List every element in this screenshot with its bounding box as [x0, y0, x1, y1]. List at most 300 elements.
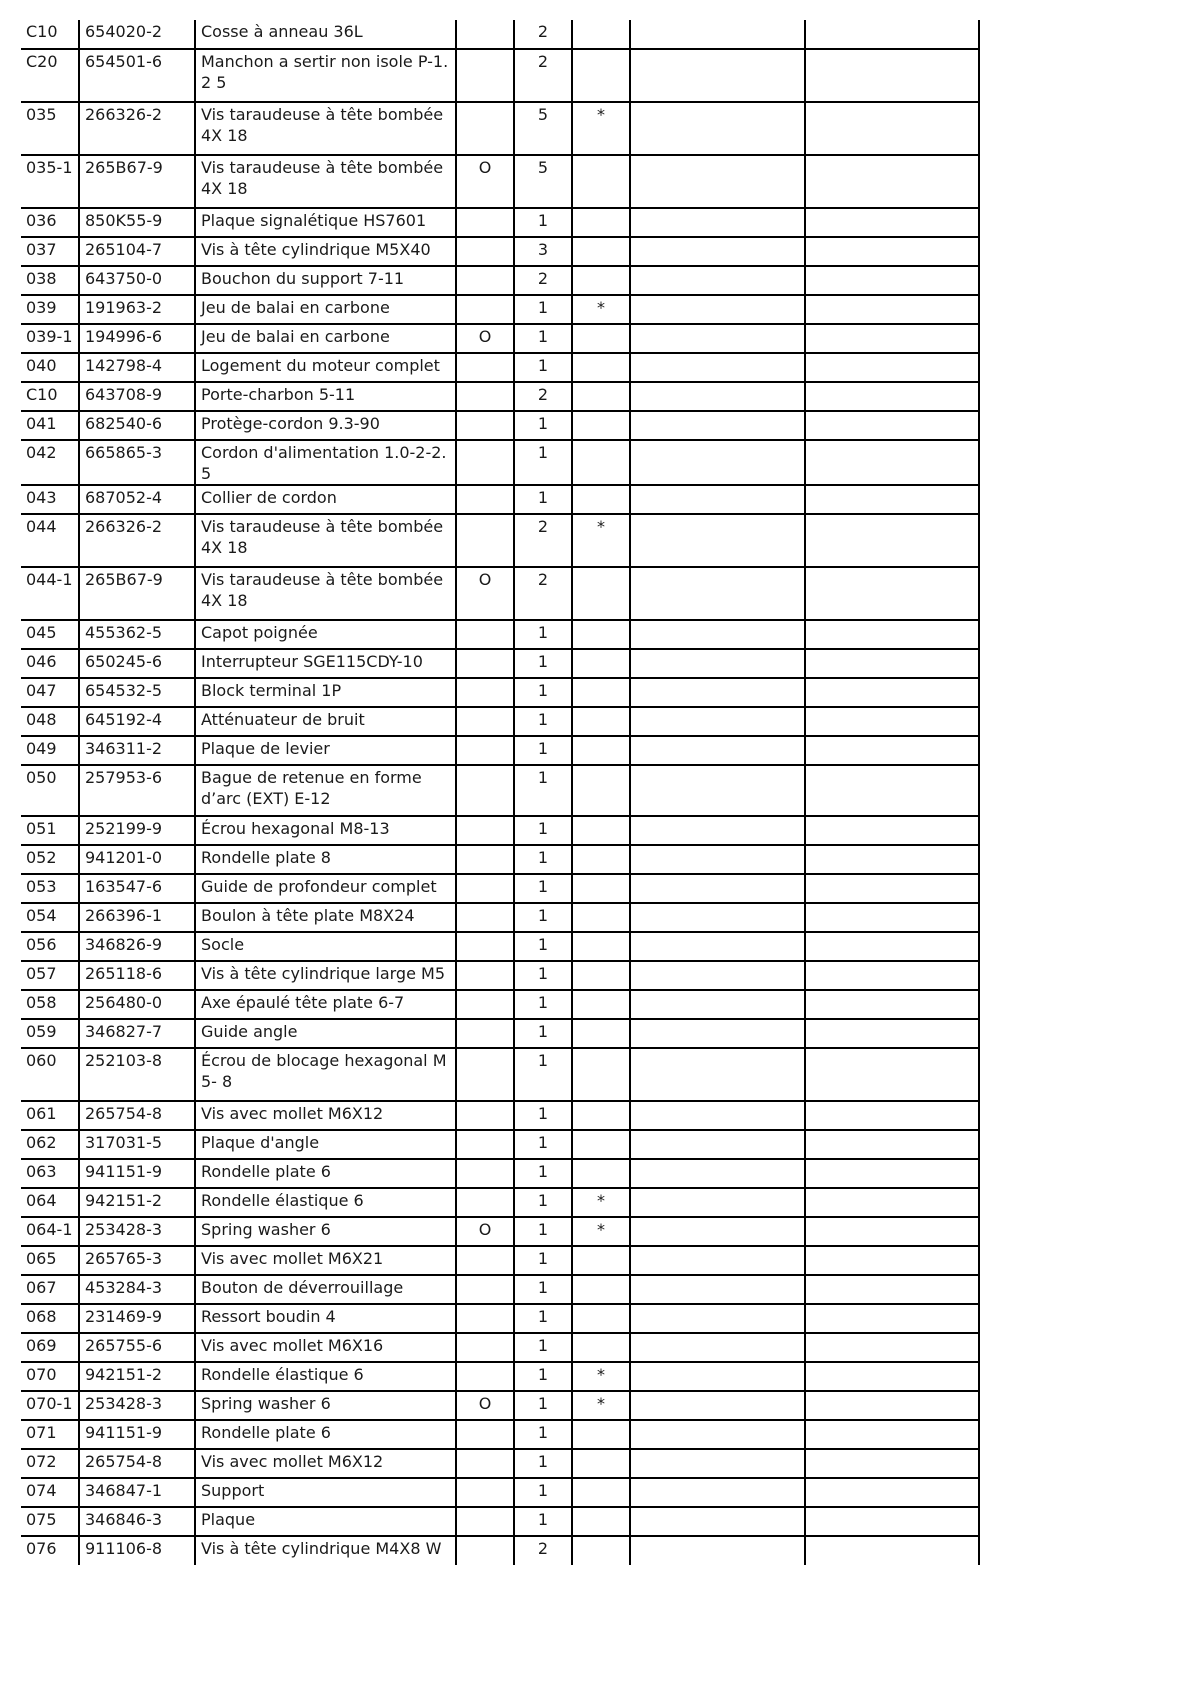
item-number-cell: 054 [21, 903, 79, 932]
table-row [21, 1507, 979, 1536]
quantity-cell: 1 [514, 1449, 572, 1478]
blank-cell [805, 411, 979, 440]
description-cell: Jeu de balai en carbone [195, 295, 456, 324]
item-number-cell: C20 [21, 49, 79, 102]
item-number-cell: 043 [21, 485, 79, 514]
quantity-cell: 2 [514, 49, 572, 102]
quantity-cell: 1 [514, 1478, 572, 1507]
quantity-cell: 1 [514, 707, 572, 736]
note-marker-cell [572, 1101, 630, 1130]
part-number-cell: 191963-2 [79, 295, 195, 324]
blank-cell [805, 961, 979, 990]
option-marker-cell: O [456, 567, 514, 620]
table-row [21, 155, 979, 208]
option-marker-cell [456, 1420, 514, 1449]
item-number-cell: 074 [21, 1478, 79, 1507]
table-row [21, 1246, 979, 1275]
option-marker-cell [456, 1333, 514, 1362]
table-row [21, 295, 979, 324]
description-cell: Vis taraudeuse à tête bombée 4X 18 [195, 567, 456, 620]
note-marker-cell [572, 1507, 630, 1536]
item-number-cell: 057 [21, 961, 79, 990]
option-marker-cell [456, 961, 514, 990]
option-marker-cell [456, 1130, 514, 1159]
quantity-cell: 1 [514, 1362, 572, 1391]
part-number-cell: 265B67-9 [79, 155, 195, 208]
part-number-cell: 455362-5 [79, 620, 195, 649]
part-number-cell: 253428-3 [79, 1391, 195, 1420]
table-row [21, 874, 979, 903]
part-number-cell: 194996-6 [79, 324, 195, 353]
blank-cell [805, 237, 979, 266]
note-marker-cell [572, 678, 630, 707]
note-marker-cell: * [572, 102, 630, 155]
description-cell: Bague de retenue en forme d’arc (EXT) E-12 [195, 765, 456, 816]
description-cell: Capot poignée [195, 620, 456, 649]
description-cell: Socle [195, 932, 456, 961]
table-row [21, 1048, 979, 1101]
table-row [21, 324, 979, 353]
blank-cell [805, 1101, 979, 1130]
quantity-cell: 1 [514, 324, 572, 353]
part-number-cell: 266326-2 [79, 514, 195, 567]
table-row [21, 266, 979, 295]
note-marker-cell [572, 736, 630, 765]
blank-cell [805, 266, 979, 295]
blank-cell [805, 1304, 979, 1333]
description-cell: Logement du moteur complet [195, 353, 456, 382]
description-cell: Plaque signalétique HS7601 [195, 208, 456, 237]
part-number-cell: 346827-7 [79, 1019, 195, 1048]
quantity-cell: 2 [514, 20, 572, 49]
note-marker-cell [572, 1019, 630, 1048]
note-marker-cell [572, 1536, 630, 1565]
description-cell: Vis à tête cylindrique large M5 [195, 961, 456, 990]
option-marker-cell [456, 353, 514, 382]
table-row [21, 845, 979, 874]
item-number-cell: 050 [21, 765, 79, 816]
item-number-cell: 060 [21, 1048, 79, 1101]
part-number-cell: 687052-4 [79, 485, 195, 514]
table-row [21, 1478, 979, 1507]
item-number-cell: 070 [21, 1362, 79, 1391]
note-marker-cell [572, 440, 630, 485]
blank-cell [805, 765, 979, 816]
option-marker-cell [456, 990, 514, 1019]
quantity-cell: 1 [514, 1275, 572, 1304]
table-row [21, 961, 979, 990]
note-marker-cell [572, 1304, 630, 1333]
description-cell: Plaque [195, 1507, 456, 1536]
description-cell: Bouton de déverrouillage [195, 1275, 456, 1304]
note-marker-cell [572, 208, 630, 237]
item-number-cell: 035-1 [21, 155, 79, 208]
description-cell: Vis avec mollet M6X16 [195, 1333, 456, 1362]
blank-cell [805, 20, 979, 49]
quantity-cell: 1 [514, 874, 572, 903]
blank-cell [805, 845, 979, 874]
item-number-cell: 039 [21, 295, 79, 324]
quantity-cell: 2 [514, 514, 572, 567]
part-number-cell: 654020-2 [79, 20, 195, 49]
quantity-cell: 1 [514, 1391, 572, 1420]
blank-cell [630, 678, 805, 707]
blank-cell [805, 1362, 979, 1391]
quantity-cell: 5 [514, 102, 572, 155]
note-marker-cell [572, 1275, 630, 1304]
part-number-cell: 942151-2 [79, 1188, 195, 1217]
description-cell: Boulon à tête plate M8X24 [195, 903, 456, 932]
quantity-cell: 1 [514, 1217, 572, 1246]
blank-cell [805, 485, 979, 514]
blank-cell [630, 1449, 805, 1478]
item-number-cell: 061 [21, 1101, 79, 1130]
blank-cell [630, 1333, 805, 1362]
table-row [21, 1391, 979, 1420]
quantity-cell: 1 [514, 1048, 572, 1101]
blank-cell [805, 1246, 979, 1275]
description-cell: Vis avec mollet M6X12 [195, 1101, 456, 1130]
blank-cell [805, 1130, 979, 1159]
option-marker-cell [456, 765, 514, 816]
part-number-cell: 265118-6 [79, 961, 195, 990]
item-number-cell: 048 [21, 707, 79, 736]
blank-cell [630, 1048, 805, 1101]
note-marker-cell [572, 707, 630, 736]
item-number-cell: 052 [21, 845, 79, 874]
blank-cell [805, 1048, 979, 1101]
description-cell: Écrou hexagonal M8-13 [195, 816, 456, 845]
quantity-cell: 1 [514, 1304, 572, 1333]
item-number-cell: 047 [21, 678, 79, 707]
item-number-cell: 059 [21, 1019, 79, 1048]
option-marker-cell [456, 649, 514, 678]
blank-cell [805, 49, 979, 102]
item-number-cell: 045 [21, 620, 79, 649]
table-row [21, 1101, 979, 1130]
blank-cell [805, 1420, 979, 1449]
option-marker-cell: O [456, 324, 514, 353]
note-marker-cell [572, 961, 630, 990]
description-cell: Plaque d'angle [195, 1130, 456, 1159]
option-marker-cell [456, 1507, 514, 1536]
table-row [21, 49, 979, 102]
note-marker-cell [572, 1048, 630, 1101]
description-cell: Ressort boudin 4 [195, 1304, 456, 1333]
table-row [21, 1130, 979, 1159]
option-marker-cell [456, 514, 514, 567]
parts-table [21, 20, 980, 1565]
note-marker-cell [572, 155, 630, 208]
blank-cell [805, 208, 979, 237]
blank-cell [630, 485, 805, 514]
note-marker-cell: * [572, 1188, 630, 1217]
blank-cell [630, 874, 805, 903]
blank-cell [630, 1246, 805, 1275]
part-number-cell: 346311-2 [79, 736, 195, 765]
item-number-cell: 070-1 [21, 1391, 79, 1420]
note-marker-cell [572, 237, 630, 266]
blank-cell [630, 353, 805, 382]
description-cell: Rondelle plate 8 [195, 845, 456, 874]
item-number-cell: 046 [21, 649, 79, 678]
description-cell: Vis avec mollet M6X12 [195, 1449, 456, 1478]
part-number-cell: 645192-4 [79, 707, 195, 736]
part-number-cell: 266396-1 [79, 903, 195, 932]
part-number-cell: 650245-6 [79, 649, 195, 678]
option-marker-cell [456, 816, 514, 845]
quantity-cell: 1 [514, 845, 572, 874]
table-row [21, 932, 979, 961]
note-marker-cell [572, 990, 630, 1019]
note-marker-cell [572, 903, 630, 932]
blank-cell [630, 1217, 805, 1246]
description-cell: Cordon d'alimentation 1.0-2-2.5 [195, 440, 456, 485]
item-number-cell: 067 [21, 1275, 79, 1304]
description-cell: Bouchon du support 7-11 [195, 266, 456, 295]
quantity-cell: 1 [514, 1019, 572, 1048]
quantity-cell: 1 [514, 1188, 572, 1217]
blank-cell [630, 1101, 805, 1130]
part-number-cell: 317031-5 [79, 1130, 195, 1159]
note-marker-cell [572, 485, 630, 514]
option-marker-cell [456, 707, 514, 736]
note-marker-cell [572, 620, 630, 649]
table-row [21, 678, 979, 707]
note-marker-cell [572, 20, 630, 49]
table-row [21, 514, 979, 567]
note-marker-cell [572, 649, 630, 678]
table-row [21, 1333, 979, 1362]
blank-cell [805, 649, 979, 678]
item-number-cell: 065 [21, 1246, 79, 1275]
blank-cell [630, 736, 805, 765]
blank-cell [805, 324, 979, 353]
item-number-cell: 063 [21, 1159, 79, 1188]
blank-cell [630, 295, 805, 324]
blank-cell [805, 1275, 979, 1304]
note-marker-cell: * [572, 1217, 630, 1246]
note-marker-cell [572, 816, 630, 845]
part-number-cell: 265B67-9 [79, 567, 195, 620]
blank-cell [805, 382, 979, 411]
description-cell: Vis taraudeuse à tête bombée 4X 18 [195, 102, 456, 155]
quantity-cell: 1 [514, 816, 572, 845]
table-row [21, 707, 979, 736]
description-cell: Vis à tête cylindrique M5X40 [195, 237, 456, 266]
blank-cell [630, 382, 805, 411]
item-number-cell: 075 [21, 1507, 79, 1536]
part-number-cell: 643708-9 [79, 382, 195, 411]
part-number-cell: 266326-2 [79, 102, 195, 155]
description-cell: Guide de profondeur complet [195, 874, 456, 903]
blank-cell [630, 620, 805, 649]
note-marker-cell: * [572, 1362, 630, 1391]
quantity-cell: 1 [514, 411, 572, 440]
quantity-cell: 2 [514, 382, 572, 411]
description-cell: Block terminal 1P [195, 678, 456, 707]
option-marker-cell [456, 678, 514, 707]
item-number-cell: 039-1 [21, 324, 79, 353]
description-cell: Cosse à anneau 36L [195, 20, 456, 49]
option-marker-cell [456, 903, 514, 932]
blank-cell [805, 440, 979, 485]
item-number-cell: 042 [21, 440, 79, 485]
quantity-cell: 1 [514, 1507, 572, 1536]
note-marker-cell [572, 382, 630, 411]
table-row [21, 485, 979, 514]
description-cell: Manchon a sertir non isole P-1.2 5 [195, 49, 456, 102]
blank-cell [630, 411, 805, 440]
blank-cell [630, 990, 805, 1019]
table-row [21, 736, 979, 765]
note-marker-cell [572, 932, 630, 961]
blank-cell [630, 102, 805, 155]
part-number-cell: 163547-6 [79, 874, 195, 903]
description-cell: Guide angle [195, 1019, 456, 1048]
description-cell: Rondelle plate 6 [195, 1420, 456, 1449]
blank-cell [630, 1478, 805, 1507]
part-number-cell: 941151-9 [79, 1420, 195, 1449]
quantity-cell: 1 [514, 1130, 572, 1159]
part-number-cell: 256480-0 [79, 990, 195, 1019]
part-number-cell: 252103-8 [79, 1048, 195, 1101]
description-cell: Rondelle élastique 6 [195, 1362, 456, 1391]
note-marker-cell [572, 874, 630, 903]
quantity-cell: 1 [514, 295, 572, 324]
parts-table-body [21, 20, 979, 1565]
description-cell: Écrou de blocage hexagonal M5- 8 [195, 1048, 456, 1101]
table-row [21, 1275, 979, 1304]
part-number-cell: 346826-9 [79, 932, 195, 961]
option-marker-cell: O [456, 1391, 514, 1420]
quantity-cell: 1 [514, 903, 572, 932]
note-marker-cell [572, 1246, 630, 1275]
blank-cell [805, 874, 979, 903]
blank-cell [630, 567, 805, 620]
description-cell: Jeu de balai en carbone [195, 324, 456, 353]
quantity-cell: 1 [514, 1333, 572, 1362]
description-cell: Plaque de levier [195, 736, 456, 765]
quantity-cell: 2 [514, 567, 572, 620]
option-marker-cell [456, 102, 514, 155]
blank-cell [805, 1333, 979, 1362]
blank-cell [805, 932, 979, 961]
blank-cell [630, 961, 805, 990]
table-row [21, 816, 979, 845]
blank-cell [805, 1217, 979, 1246]
blank-cell [805, 816, 979, 845]
part-number-cell: 257953-6 [79, 765, 195, 816]
table-row [21, 411, 979, 440]
quantity-cell: 2 [514, 266, 572, 295]
blank-cell [630, 707, 805, 736]
option-marker-cell [456, 1362, 514, 1391]
note-marker-cell: * [572, 1391, 630, 1420]
option-marker-cell: O [456, 155, 514, 208]
part-number-cell: 654532-5 [79, 678, 195, 707]
blank-cell [630, 208, 805, 237]
item-number-cell: C10 [21, 382, 79, 411]
note-marker-cell: * [572, 295, 630, 324]
table-row [21, 237, 979, 266]
option-marker-cell [456, 295, 514, 324]
quantity-cell: 1 [514, 1420, 572, 1449]
option-marker-cell [456, 1304, 514, 1333]
note-marker-cell [572, 324, 630, 353]
part-number-cell: 942151-2 [79, 1362, 195, 1391]
table-row [21, 440, 979, 485]
item-number-cell: 051 [21, 816, 79, 845]
table-row [21, 208, 979, 237]
table-row [21, 353, 979, 382]
table-row [21, 1304, 979, 1333]
part-number-cell: 265754-8 [79, 1449, 195, 1478]
table-row [21, 649, 979, 678]
blank-cell [630, 1188, 805, 1217]
blank-cell [805, 990, 979, 1019]
description-cell: Vis avec mollet M6X21 [195, 1246, 456, 1275]
option-marker-cell [456, 237, 514, 266]
blank-cell [805, 1019, 979, 1048]
item-number-cell: 071 [21, 1420, 79, 1449]
note-marker-cell [572, 1159, 630, 1188]
blank-cell [630, 1507, 805, 1536]
blank-cell [630, 1304, 805, 1333]
blank-cell [630, 1130, 805, 1159]
item-number-cell: 038 [21, 266, 79, 295]
blank-cell [805, 295, 979, 324]
blank-cell [630, 649, 805, 678]
blank-cell [630, 324, 805, 353]
option-marker-cell [456, 1246, 514, 1275]
part-number-cell: 265765-3 [79, 1246, 195, 1275]
blank-cell [805, 514, 979, 567]
table-row [21, 1420, 979, 1449]
note-marker-cell [572, 567, 630, 620]
table-row [21, 20, 979, 49]
item-number-cell: 049 [21, 736, 79, 765]
blank-cell [805, 1507, 979, 1536]
blank-cell [630, 1536, 805, 1565]
blank-cell [805, 353, 979, 382]
blank-cell [630, 1019, 805, 1048]
description-cell: Spring washer 6 [195, 1391, 456, 1420]
description-cell: Vis taraudeuse à tête bombée 4X 18 [195, 155, 456, 208]
description-cell: Vis taraudeuse à tête bombée 4X 18 [195, 514, 456, 567]
blank-cell [805, 102, 979, 155]
item-number-cell: 064-1 [21, 1217, 79, 1246]
note-marker-cell [572, 49, 630, 102]
item-number-cell: C10 [21, 20, 79, 49]
note-marker-cell [572, 1478, 630, 1507]
blank-cell [630, 765, 805, 816]
blank-cell [630, 903, 805, 932]
table-row [21, 903, 979, 932]
option-marker-cell [456, 1536, 514, 1565]
part-number-cell: 453284-3 [79, 1275, 195, 1304]
table-row [21, 1159, 979, 1188]
table-row [21, 1188, 979, 1217]
option-marker-cell [456, 736, 514, 765]
part-number-cell: 911106-8 [79, 1536, 195, 1565]
option-marker-cell: O [456, 1217, 514, 1246]
part-number-cell: 346846-3 [79, 1507, 195, 1536]
option-marker-cell [456, 49, 514, 102]
description-cell: Rondelle plate 6 [195, 1159, 456, 1188]
item-number-cell: 036 [21, 208, 79, 237]
quantity-cell: 1 [514, 620, 572, 649]
